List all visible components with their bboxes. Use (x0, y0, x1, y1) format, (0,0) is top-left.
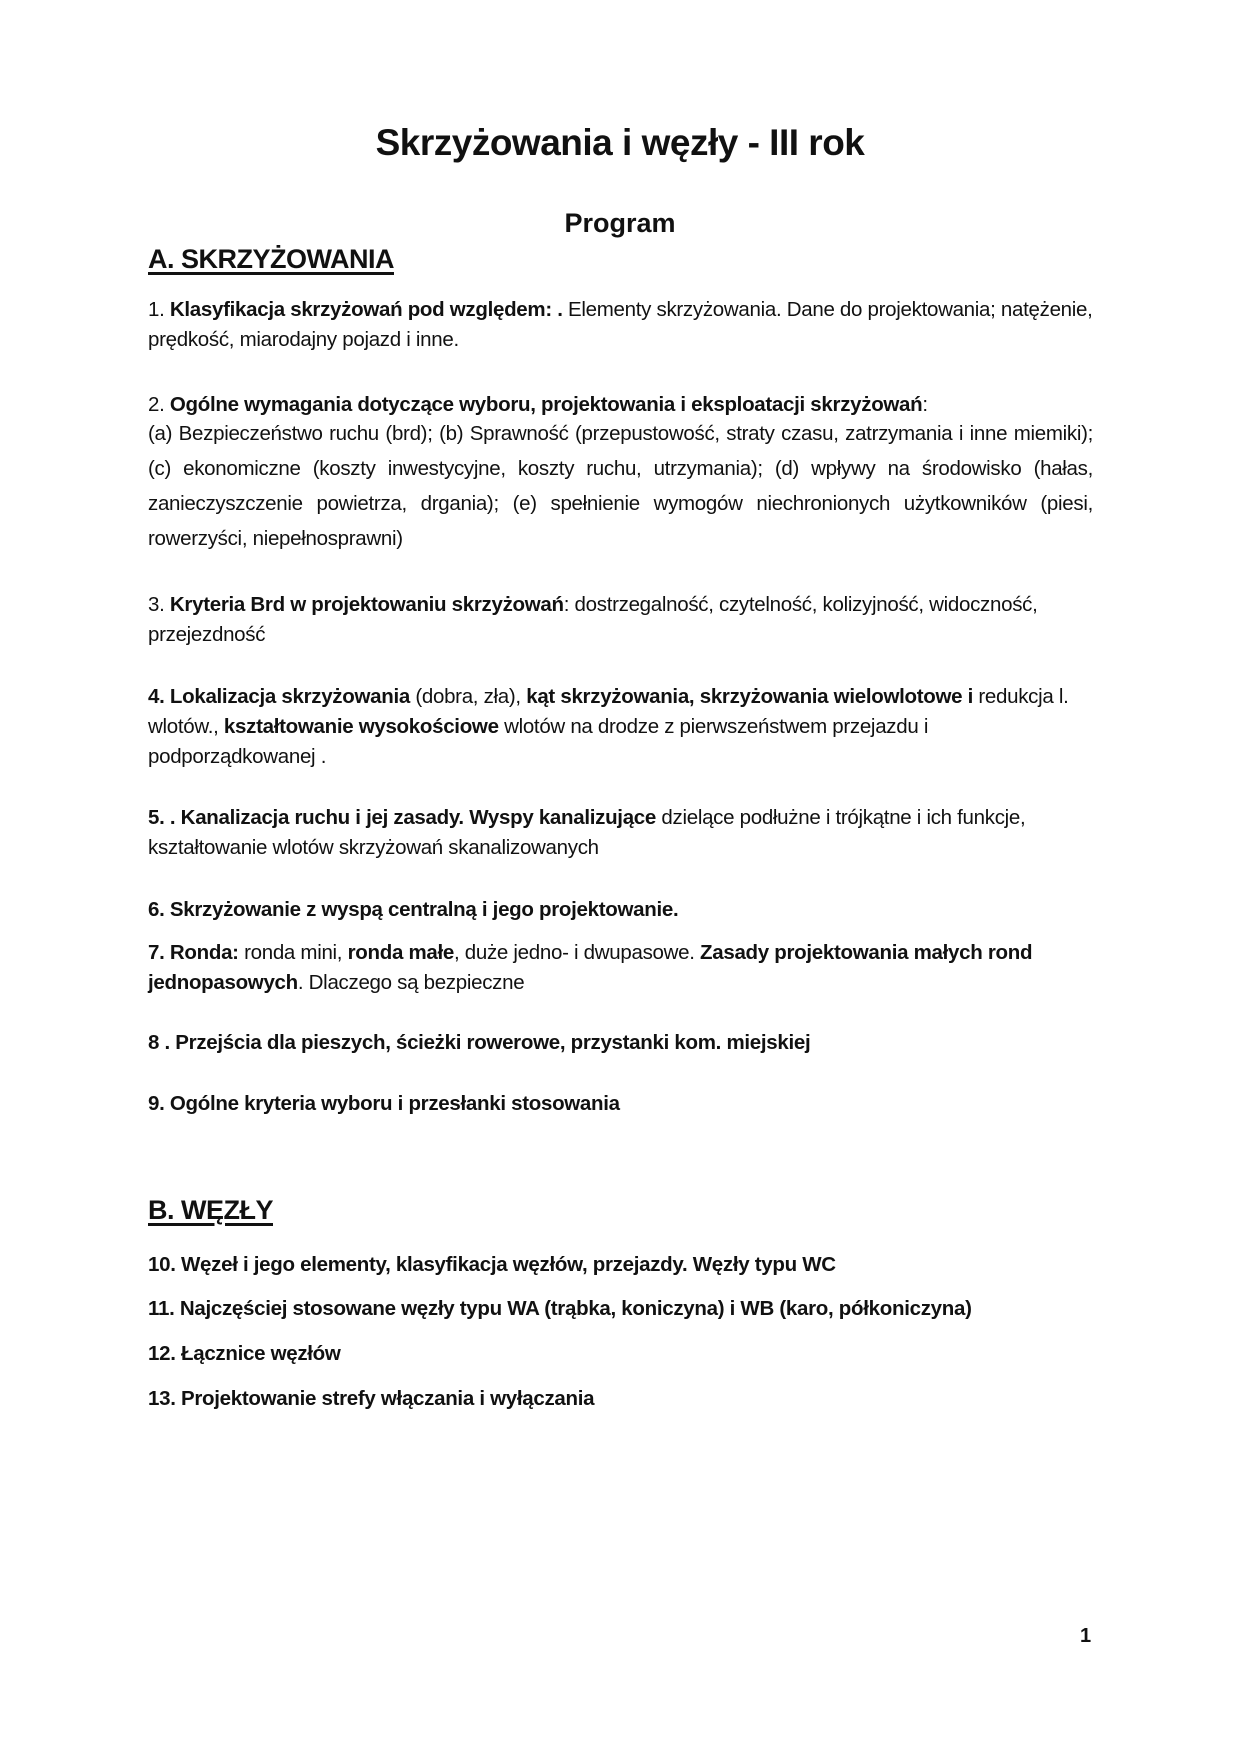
item-bold-text: Zasady projektowania małych rond jednopasowych (148, 941, 1033, 994)
item-text: redukcja l. wlotów., (148, 685, 1069, 738)
item-text: (dobra, zła), (409, 685, 527, 708)
item-number: 3. (148, 593, 170, 616)
item-bold-text: 5. . Kanalizacja ruchu i jej zasady. Wyspy kanalizujące (148, 806, 657, 829)
list-item-8 (148, 1028, 1093, 1058)
item-text: wlotów na drodze z pierwszeństwem przejazdu i podporządkowanej . (148, 715, 929, 768)
item-bold-text: Klasyfikacja skrzyżowań pod względem: . (169, 298, 563, 321)
item-text: , duże jedno- i dwupasowe. (453, 941, 701, 964)
list-item-10: 10. Węzeł i jego elementy, klasyfikacja węzłów, przejazdy. Węzły typu WC (148, 1253, 836, 1276)
list-item-4 (148, 682, 1093, 772)
page-number: 1 (1080, 1625, 1092, 1647)
item-number: 1. (148, 298, 170, 321)
item-bold-text: 7. Ronda: (148, 941, 239, 964)
list-item-13: 13. Projektowanie strefy włączania i wyłączania (148, 1387, 595, 1410)
list-item-1 (148, 295, 1093, 355)
section-heading-a: A. SKRZYŻOWANIA (148, 244, 394, 274)
item-text: dzielące podłużne i trójkątne i ich funkcje, kształtowanie wlotów skrzyżowań skanalizowanych (148, 806, 1026, 859)
list-item-12: 12. Łącznice węzłów (148, 1342, 341, 1365)
item-text: : dostrzegalność, czytelność, kolizyjność, widoczność, przejezdność (148, 593, 1038, 646)
item-number: 2. (148, 393, 170, 416)
item-bold-text: 6. Skrzyżowanie z wyspą centralną i jego projektowanie. (148, 898, 679, 921)
document-subtitle: Program (564, 208, 676, 238)
item-bold-text: 9. Ogólne kryteria wyboru i przesłanki stosowania (148, 1092, 620, 1115)
list-item-5 (148, 803, 1093, 863)
item-bold-text: Ogólne wymagania dotyczące wyboru, projektowania i eksploatacji skrzyżowań (169, 393, 923, 416)
list-item-7 (148, 938, 1093, 998)
item-bold-text: Kryteria Brd w projektowaniu skrzyżowań (169, 593, 564, 616)
item-bold-text: 4. Lokalizacja skrzyżowania (148, 685, 410, 708)
item-bold-text: ronda małe (347, 941, 454, 964)
list-item-2-details: (a) Bezpieczeństwo ruchu (brd); (b) Sprawność (przepustowość, straty czasu, zatrzymania i inne miemiki); (c) ekonomiczne (koszty inwestycyjne, koszty ruchu, utrzymania); (d) wpływy na środowisko (hałas, zanieczyszczenie powietrza, drgania); (e) spełnienie wymogów niechronionych użytkowników (piesi, rowerzyści, niepełnosprawni) (148, 422, 1093, 550)
item-text: Elementy skrzyżowania. Dane do projektowania; natężenie, prędkość, miarodajny pojazd i inne. (148, 298, 1093, 351)
list-item-9 (148, 1089, 1093, 1119)
list-item-6 (148, 895, 1093, 925)
item-text: : (922, 393, 928, 416)
item-text: ronda mini, (238, 941, 348, 964)
item-bold-text: kształtowanie wysokościowe (223, 715, 499, 738)
list-item-3 (148, 590, 1093, 650)
section-heading-b: B. WĘZŁY (148, 1195, 273, 1225)
item-bold-text: kąt skrzyżowania, skrzyżowania wielowlotowe i (526, 685, 973, 708)
document-title: Skrzyżowania i węzły - III rok (375, 122, 865, 163)
item-text: . Dlaczego są bezpieczne (297, 971, 525, 994)
item-bold-text: 8 . Przejścia dla pieszych, ścieżki rowerowe, przystanki kom. miejskiej (148, 1031, 811, 1054)
list-item-11: 11. Najczęściej stosowane węzły typu WA (trąbka, koniczyna) i WB (karo, półkoniczyna) (148, 1297, 972, 1320)
